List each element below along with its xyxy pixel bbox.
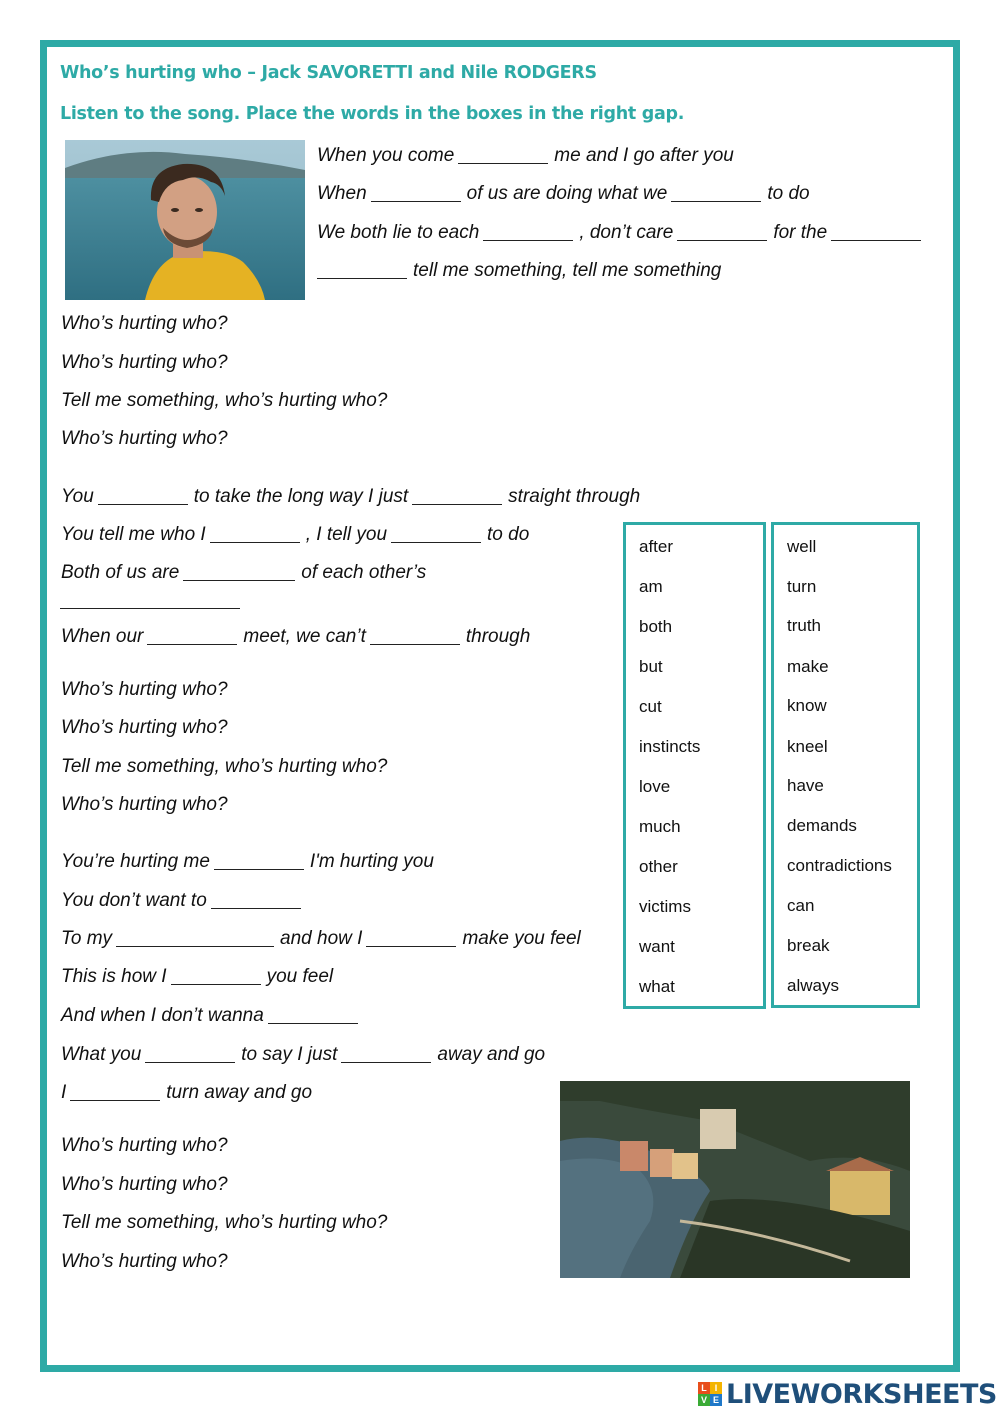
word-bank-item[interactable]: kneel xyxy=(787,737,828,756)
lyric-text: We both lie to each xyxy=(317,222,480,243)
lyric-text: , I tell you xyxy=(305,524,388,545)
chorus-line: Who’s hurting who? xyxy=(61,794,228,815)
lyric-text: To my xyxy=(61,928,113,949)
lyric-text: through xyxy=(465,626,531,647)
liveworksheets-logo-icon xyxy=(698,1382,722,1406)
chorus-line: Who’s hurting who? xyxy=(61,1135,228,1156)
chorus-line: Who’s hurting who? xyxy=(61,428,228,449)
gap-blank[interactable] xyxy=(98,487,188,505)
word-bank-item[interactable]: truth xyxy=(787,616,822,635)
lyric-line xyxy=(317,181,810,205)
gap-blank[interactable] xyxy=(210,525,300,543)
lyric-text: away and go xyxy=(437,1044,546,1065)
word-bank-item[interactable]: well xyxy=(787,537,817,556)
lyric-text: of us are doing what we xyxy=(466,183,668,204)
lyric-line xyxy=(61,964,333,988)
word-bank-item[interactable]: cut xyxy=(639,697,662,716)
word-bank-item[interactable]: after xyxy=(639,537,674,556)
gap-blank[interactable] xyxy=(831,223,921,241)
lyric-text: , don’t care xyxy=(579,222,674,243)
lyric-text: to take the long way I just xyxy=(193,486,409,507)
chorus-line: Tell me something, who’s hurting who? xyxy=(61,756,388,777)
gap-blank[interactable] xyxy=(458,146,548,164)
lyric-text: turn away and go xyxy=(166,1082,313,1103)
lyric-text: I'm hurting you xyxy=(309,851,434,872)
lyric-line xyxy=(317,220,927,244)
word-bank-item[interactable]: both xyxy=(639,617,673,636)
lyric-line xyxy=(61,1042,545,1066)
gap-blank[interactable] xyxy=(116,929,274,947)
word-bank-item[interactable]: love xyxy=(639,777,671,796)
lyric-line xyxy=(61,926,581,950)
lyric-text: meet, we can’t xyxy=(243,626,366,647)
chorus-line: Tell me something, who’s hurting who? xyxy=(61,390,388,411)
lyric-text: And when I don’t wanna xyxy=(61,1005,264,1026)
gap-blank[interactable] xyxy=(370,627,460,645)
lyric-text: and how I xyxy=(280,928,363,949)
word-bank-item[interactable]: can xyxy=(787,896,815,915)
lyric-text: What you xyxy=(61,1044,142,1065)
word-bank-item[interactable]: know xyxy=(787,696,827,715)
worksheet-title: Who’s hurting who – Jack SAVORETTI and Nile RODGERS xyxy=(60,63,597,83)
word-bank-item[interactable]: always xyxy=(787,976,839,995)
gap-blank[interactable] xyxy=(147,627,237,645)
lyric-text: of each other’s xyxy=(301,562,427,583)
word-bank-item[interactable]: contradictions xyxy=(787,856,892,875)
liveworksheets-logo-text: LIVEWORKSHEETS xyxy=(726,1378,997,1410)
word-bank-item[interactable]: make xyxy=(787,657,829,676)
lyric-line xyxy=(61,484,640,508)
logo-letter: L xyxy=(698,1382,710,1394)
lyric-line xyxy=(61,849,434,873)
gap-blank[interactable] xyxy=(483,223,573,241)
lyric-line xyxy=(61,560,426,584)
word-bank-right xyxy=(771,522,920,1008)
lyric-line xyxy=(317,143,734,167)
gap-blank[interactable] xyxy=(366,929,456,947)
chorus-line: Who’s hurting who? xyxy=(61,1251,228,1272)
logo-letter: V xyxy=(698,1394,710,1406)
word-bank-item[interactable]: victims xyxy=(639,897,691,916)
gap-blank[interactable] xyxy=(268,1006,358,1024)
lyric-text: I xyxy=(61,1082,67,1103)
lyric-text: tell me something, tell me something xyxy=(413,260,722,281)
gap-blank[interactable] xyxy=(183,563,295,581)
lyric-text: Both of us are xyxy=(61,562,180,583)
gap-blank[interactable] xyxy=(391,525,481,543)
lyric-text: You xyxy=(61,486,94,507)
lyric-line xyxy=(56,588,246,612)
word-bank-item[interactable]: want xyxy=(639,937,675,956)
chorus-line: Who’s hurting who? xyxy=(61,352,228,373)
chorus-line: Who’s hurting who? xyxy=(61,1174,228,1195)
gap-blank[interactable] xyxy=(60,591,240,609)
chorus-line: Who’s hurting who? xyxy=(61,679,228,700)
lyric-text: You’re hurting me xyxy=(61,851,210,872)
lyric-line xyxy=(61,624,530,648)
chorus-line: Tell me something, who’s hurting who? xyxy=(61,1212,388,1233)
word-bank-left xyxy=(623,522,766,1009)
logo-letter: I xyxy=(710,1382,722,1394)
lyric-text: straight through xyxy=(508,486,641,507)
lyric-text: You tell me who I xyxy=(61,524,206,545)
word-bank-item[interactable]: turn xyxy=(787,577,817,596)
lyric-line xyxy=(61,522,529,546)
gap-blank[interactable] xyxy=(412,487,502,505)
word-bank-item[interactable]: break xyxy=(787,936,830,955)
lyric-text: This is how I xyxy=(61,966,167,987)
lyric-text: you feel xyxy=(266,966,334,987)
lyric-text: to do xyxy=(767,183,810,204)
word-bank-item[interactable]: have xyxy=(787,776,824,795)
lyric-text: When you come xyxy=(317,145,455,166)
lyric-line xyxy=(61,1080,312,1104)
word-bank-item[interactable]: instincts xyxy=(639,737,701,756)
lyric-text: to say I just xyxy=(241,1044,338,1065)
gap-blank[interactable] xyxy=(371,184,461,202)
lyric-text: me and I go after you xyxy=(554,145,734,166)
gap-blank[interactable] xyxy=(214,852,304,870)
word-bank-item[interactable]: much xyxy=(639,817,681,836)
singer-portrait-image xyxy=(65,140,305,300)
word-bank-item[interactable]: but xyxy=(639,657,663,676)
lyric-line xyxy=(61,1003,364,1027)
liveworksheets-logo xyxy=(698,1378,997,1410)
gap-blank[interactable] xyxy=(211,891,301,909)
lyric-text: When our xyxy=(61,626,144,647)
gap-blank[interactable] xyxy=(341,1045,431,1063)
gap-blank[interactable] xyxy=(671,184,761,202)
gap-blank[interactable] xyxy=(145,1045,235,1063)
lyric-text: to do xyxy=(487,524,530,545)
lyric-line xyxy=(313,258,721,282)
worksheet-instruction: Listen to the song. Place the words in the boxes in the right gap. xyxy=(60,104,685,124)
lyric-text: make you feel xyxy=(462,928,581,949)
logo-letter: E xyxy=(710,1394,722,1406)
word-bank-item[interactable]: am xyxy=(639,577,663,596)
gap-blank[interactable] xyxy=(677,223,767,241)
word-bank-item[interactable]: what xyxy=(639,977,675,996)
lyric-text: for the xyxy=(773,222,828,243)
word-bank-item[interactable]: other xyxy=(639,857,678,876)
gap-blank[interactable] xyxy=(317,261,407,279)
lyric-line xyxy=(61,888,307,912)
gap-blank[interactable] xyxy=(70,1083,160,1101)
word-bank-item[interactable]: demands xyxy=(787,816,857,835)
lyric-text: When xyxy=(317,183,367,204)
gap-blank[interactable] xyxy=(171,967,261,985)
chorus-line: Who’s hurting who? xyxy=(61,717,228,738)
coastal-town-image xyxy=(560,1081,910,1278)
chorus-line: Who’s hurting who? xyxy=(61,313,228,334)
lyric-text: You don’t want to xyxy=(61,890,207,911)
